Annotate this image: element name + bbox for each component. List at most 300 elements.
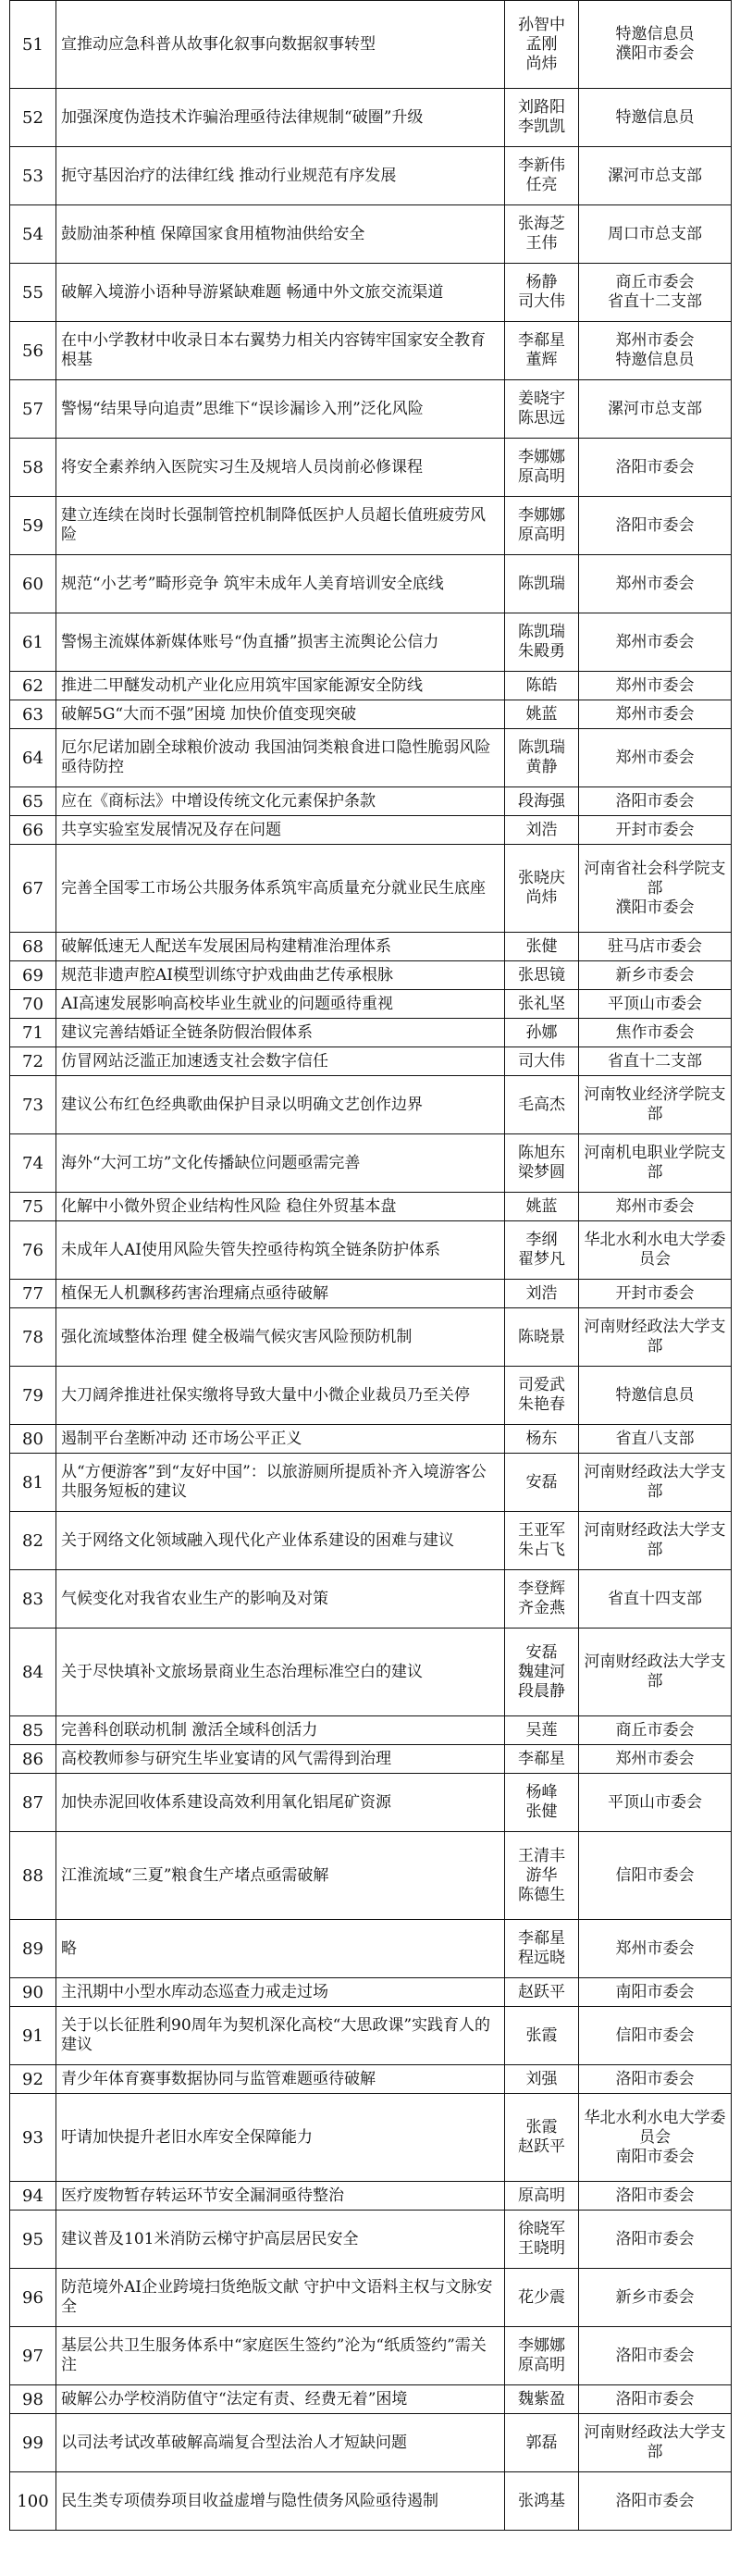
unit-name: 新乡市委会 — [615, 2287, 695, 2307]
author-name: 吴莲 — [525, 1720, 558, 1740]
row-title: 破解低速无人配送车发展困局构建精准治理体系 — [56, 933, 505, 961]
author-name: 王亚军 — [518, 1521, 565, 1540]
author-name: 原高明 — [518, 526, 565, 544]
row-number: 68 — [10, 933, 56, 961]
row-number: 79 — [10, 1367, 56, 1425]
row-title: 民生类专项债券项目收益虚增与隐性债务风险亟待遏制 — [56, 2472, 505, 2531]
table-row — [10, 1280, 732, 1308]
row-number: 51 — [10, 1, 56, 89]
unit-name: 特邀信息员 — [615, 107, 695, 127]
row-title: 破解公办学校消防值守“法定有责、经费无着”困境 — [56, 2385, 505, 2414]
author-name: 王晓明 — [518, 2239, 565, 2258]
unit-name: 开封市委会 — [615, 820, 695, 839]
author-name: 李郗星 — [518, 1749, 565, 1768]
table-row — [10, 2065, 732, 2094]
row-authors — [505, 1193, 579, 1221]
row-authors — [505, 2327, 579, 2385]
row-number: 67 — [10, 845, 56, 933]
author-name: 花少震 — [518, 2287, 565, 2307]
row-unit — [579, 1745, 732, 1774]
row-unit — [579, 1221, 732, 1280]
unit-name: 华北水利水电大学委员会 — [584, 1231, 726, 1269]
row-unit — [579, 439, 732, 497]
row-number: 99 — [10, 2414, 56, 2472]
row-authors — [505, 2211, 579, 2269]
row-authors — [505, 1629, 579, 1716]
row-title: 加强深度伪造技术诈骗治理亟待法律规制“破圈”升级 — [56, 89, 505, 147]
author-name: 原高明 — [518, 467, 565, 486]
row-title: 建议普及101米消防云梯守护高层居民安全 — [56, 2211, 505, 2269]
unit-name: 洛阳市委会 — [615, 791, 695, 811]
row-title: 扼守基因治疗的法律红线 推动行业规范有序发展 — [56, 147, 505, 205]
table-row — [10, 322, 732, 380]
row-authors — [505, 1745, 579, 1774]
row-unit — [579, 1978, 732, 2007]
row-authors — [505, 1280, 579, 1308]
author-name: 任亮 — [525, 176, 558, 194]
row-number: 72 — [10, 1047, 56, 1076]
unit-name: 郑州市委会 — [615, 675, 695, 695]
row-title: 海外“大河工坊”文化传播缺位问题亟需完善 — [56, 1134, 505, 1193]
row-unit — [579, 147, 732, 205]
table-row — [10, 1, 732, 89]
unit-name: 焦作市委会 — [615, 1022, 695, 1042]
row-title: 加快赤泥回收体系建设高效利用氧化铝尾矿资源 — [56, 1774, 505, 1832]
unit-name: 郑州市委会 — [615, 574, 695, 593]
row-title: 吁请加快提升老旧水库安全保障能力 — [56, 2094, 505, 2182]
unit-name: 洛阳市委会 — [615, 2389, 695, 2409]
author-name: 陈凯瑞 — [518, 738, 565, 757]
table-row — [10, 845, 732, 933]
author-name: 姚蓝 — [525, 704, 558, 724]
table-row — [10, 1367, 732, 1425]
table-row — [10, 89, 732, 147]
unit-name: 信阳市委会 — [615, 2025, 695, 2045]
row-authors — [505, 2472, 579, 2531]
table-row — [10, 1193, 732, 1221]
row-title: 医疗废物暂存转运环节安全漏洞亟待整治 — [56, 2182, 505, 2211]
row-authors — [505, 322, 579, 380]
unit-name: 郑州市委会 — [615, 1938, 695, 1958]
table-row — [10, 1570, 732, 1629]
row-authors — [505, 439, 579, 497]
row-authors — [505, 2094, 579, 2182]
author-name: 段晨静 — [518, 1681, 565, 1701]
row-unit — [579, 1193, 732, 1221]
row-authors — [505, 961, 579, 990]
row-title: 厄尔尼诺加剧全球粮价波动 我国油饲类粮食进口隐性脆弱风险亟待防控 — [56, 729, 505, 787]
row-number: 91 — [10, 2007, 56, 2065]
row-unit — [579, 1308, 732, 1367]
row-authors — [505, 2385, 579, 2414]
row-title: 主汛期中小型水库动态巡查力戒走过场 — [56, 1978, 505, 2007]
row-unit — [579, 2385, 732, 2414]
row-number: 71 — [10, 1019, 56, 1047]
row-number: 69 — [10, 961, 56, 990]
unit-name: 郑州市委会 — [615, 704, 695, 724]
table-row — [10, 729, 732, 787]
author-name: 董辉 — [525, 351, 558, 369]
row-number: 94 — [10, 2182, 56, 2211]
row-number: 80 — [10, 1425, 56, 1454]
row-title: 从“方便游客”到“友好中国”：以旅游厕所提质补齐入境游客公共服务短板的建议 — [56, 1454, 505, 1512]
author-name: 杨东 — [525, 1429, 558, 1448]
unit-name: 河南财经政法大学支部 — [584, 1463, 726, 1501]
row-unit — [579, 1629, 732, 1716]
author-name: 段海强 — [518, 791, 565, 811]
author-name: 陈皓 — [525, 675, 558, 695]
row-unit — [579, 2327, 732, 2385]
row-number: 66 — [10, 816, 56, 845]
row-authors — [505, 1454, 579, 1512]
author-name: 张健 — [525, 1802, 558, 1821]
table-row — [10, 700, 732, 729]
unit-name: 河南财经政法大学支部 — [584, 1653, 726, 1690]
row-unit — [579, 2182, 732, 2211]
author-name: 张晓庆 — [518, 869, 565, 887]
author-name: 原高明 — [518, 2356, 565, 2374]
unit-name: 特邀信息员 — [615, 351, 695, 369]
author-name: 李郗星 — [518, 331, 565, 350]
row-number: 75 — [10, 1193, 56, 1221]
row-authors — [505, 672, 579, 700]
table-row — [10, 380, 732, 439]
author-name: 张霞 — [525, 2025, 558, 2045]
unit-name: 南阳市委会 — [615, 1982, 695, 2001]
row-title: 化解中小微外贸企业结构性风险 稳住外贸基本盘 — [56, 1193, 505, 1221]
row-unit — [579, 1920, 732, 1978]
row-unit — [579, 845, 732, 933]
author-name: 魏建河 — [518, 1662, 565, 1681]
row-number: 89 — [10, 1920, 56, 1978]
row-unit — [579, 205, 732, 264]
table-row — [10, 933, 732, 961]
row-authors — [505, 380, 579, 439]
report-table-body — [10, 1, 732, 2531]
author-name: 司爱武 — [518, 1376, 565, 1394]
row-title: 将安全素养纳入医院实习生及规培人员岗前必修课程 — [56, 439, 505, 497]
row-title: 建立连续在岗时长强制管控机制降低医护人员超长值班疲劳风险 — [56, 497, 505, 555]
unit-name: 郑州市委会 — [615, 632, 695, 651]
unit-name: 南阳市委会 — [615, 2147, 695, 2166]
row-title: 关于尽快填补文旅场景商业生态治理标准空白的建议 — [56, 1629, 505, 1716]
author-name: 李娜娜 — [518, 506, 565, 525]
author-name: 尚炜 — [525, 54, 558, 73]
row-authors — [505, 2414, 579, 2472]
row-title: 完善全国零工市场公共服务体系筑牢高质量充分就业民生底座 — [56, 845, 505, 933]
row-unit — [579, 2007, 732, 2065]
unit-name: 特邀信息员 — [615, 25, 695, 43]
unit-name: 洛阳市委会 — [615, 2491, 695, 2510]
row-unit — [579, 1774, 732, 1832]
author-name: 刘强 — [525, 2069, 558, 2088]
row-unit — [579, 264, 732, 322]
row-number: 64 — [10, 729, 56, 787]
table-row — [10, 1832, 732, 1920]
table-row — [10, 816, 732, 845]
unit-name: 濮阳市委会 — [615, 44, 695, 63]
row-title: 警惕“结果导向追责”思维下“误诊漏诊入刑”泛化风险 — [56, 380, 505, 439]
row-title: 未成年人AI使用风险失管失控亟待构筑全链条防护体系 — [56, 1221, 505, 1280]
author-name: 毛高杰 — [518, 1095, 565, 1114]
author-name: 张霞 — [525, 2118, 558, 2136]
unit-name: 商丘市委会 — [615, 273, 695, 291]
row-unit — [579, 1832, 732, 1920]
unit-name: 郑州市委会 — [615, 331, 695, 350]
table-row — [10, 2007, 732, 2065]
author-name: 徐晓军 — [518, 2220, 565, 2238]
author-name: 杨峰 — [525, 1783, 558, 1802]
author-name: 黄静 — [525, 758, 558, 776]
row-title: 鼓励油茶种植 保障国家食用植物油供给安全 — [56, 205, 505, 264]
row-number: 83 — [10, 1570, 56, 1629]
author-name: 郭磊 — [525, 2433, 558, 2452]
author-name: 刘浩 — [525, 1283, 558, 1303]
table-row — [10, 2385, 732, 2414]
table-row — [10, 2182, 732, 2211]
table-row — [10, 1745, 732, 1774]
row-authors — [505, 497, 579, 555]
author-name: 陈凯瑞 — [518, 574, 565, 593]
row-unit — [579, 2211, 732, 2269]
row-number: 73 — [10, 1076, 56, 1134]
row-title: 宣推动应急科普从故事化叙事向数据叙事转型 — [56, 1, 505, 89]
table-row — [10, 1978, 732, 2007]
row-title: 共享实验室发展情况及存在问题 — [56, 816, 505, 845]
row-authors — [505, 990, 579, 1019]
row-authors — [505, 816, 579, 845]
author-name: 张礼坚 — [518, 994, 565, 1013]
table-row — [10, 2094, 732, 2182]
row-number: 85 — [10, 1716, 56, 1745]
row-authors — [505, 1, 579, 89]
author-name: 原高明 — [518, 2186, 565, 2205]
row-unit — [579, 1047, 732, 1076]
author-name: 李纲 — [525, 1231, 558, 1249]
table-row — [10, 2472, 732, 2531]
unit-name: 河南财经政法大学支部 — [584, 1318, 726, 1356]
author-name: 司大伟 — [518, 1051, 565, 1071]
unit-name: 河南省社会科学院支部 — [584, 859, 726, 898]
row-unit — [579, 497, 732, 555]
row-unit — [579, 1134, 732, 1193]
row-unit — [579, 2472, 732, 2531]
unit-name: 驻马店市委会 — [608, 936, 702, 956]
author-name: 陈旭东 — [518, 1144, 565, 1162]
unit-name: 平顶山市委会 — [608, 994, 702, 1013]
row-authors — [505, 1134, 579, 1193]
row-number: 57 — [10, 380, 56, 439]
row-authors — [505, 147, 579, 205]
unit-name: 新乡市委会 — [615, 965, 695, 985]
row-number: 84 — [10, 1629, 56, 1716]
row-number: 61 — [10, 613, 56, 672]
row-number: 65 — [10, 787, 56, 816]
author-name: 姚蓝 — [525, 1196, 558, 1216]
author-name: 陈思远 — [518, 409, 565, 427]
row-unit — [579, 89, 732, 147]
row-title: 以司法考试改革破解高端复合型法治人才短缺问题 — [56, 2414, 505, 2472]
table-row — [10, 1512, 732, 1570]
row-number: 54 — [10, 205, 56, 264]
table-row — [10, 1076, 732, 1134]
unit-name: 洛阳市委会 — [615, 2186, 695, 2205]
row-number: 70 — [10, 990, 56, 1019]
row-title: AI高速发展影响高校毕业生就业的问题亟待重视 — [56, 990, 505, 1019]
row-title: 破解5G“大而不强”困境 加快价值变现突破 — [56, 700, 505, 729]
author-name: 安磊 — [525, 1642, 558, 1662]
unit-name: 洛阳市委会 — [615, 2346, 695, 2365]
author-name: 翟梦凡 — [518, 1250, 565, 1269]
author-name: 李新伟 — [518, 156, 565, 175]
row-title: 规范非遗声腔AI模型训练守护戏曲曲艺传承根脉 — [56, 961, 505, 990]
table-row — [10, 1454, 732, 1512]
unit-name: 洛阳市委会 — [615, 2229, 695, 2248]
row-unit — [579, 2094, 732, 2182]
row-number: 90 — [10, 1978, 56, 2007]
row-authors — [505, 1308, 579, 1367]
unit-name: 开封市委会 — [615, 1283, 695, 1303]
row-number: 76 — [10, 1221, 56, 1280]
row-title: 青少年体育赛事数据协同与监管难题亟待破解 — [56, 2065, 505, 2094]
unit-name: 河南牧业经济学院支部 — [584, 1085, 726, 1123]
row-title: 基层公共卫生服务体系中“家庭医生签约”沦为“纸质签约”需关注 — [56, 2327, 505, 2385]
row-unit — [579, 613, 732, 672]
row-unit — [579, 2269, 732, 2327]
author-name: 孟刚 — [525, 34, 558, 54]
table-row — [10, 990, 732, 1019]
row-authors — [505, 1076, 579, 1134]
unit-name: 漯河市总支部 — [608, 166, 702, 185]
author-name: 李娜娜 — [518, 2336, 565, 2355]
row-unit — [579, 1367, 732, 1425]
author-name: 游华 — [525, 1865, 558, 1885]
row-unit — [579, 1076, 732, 1134]
row-title: 破解入境游小语种导游紧缺难题 畅通中外文旅交流渠道 — [56, 264, 505, 322]
row-unit — [579, 672, 732, 700]
author-name: 张健 — [525, 936, 558, 956]
row-authors — [505, 933, 579, 961]
row-unit — [579, 933, 732, 961]
row-unit — [579, 380, 732, 439]
unit-name: 郑州市委会 — [615, 1196, 695, 1216]
row-number: 63 — [10, 700, 56, 729]
row-title: 大刀阔斧推进社保实缴将导致大量中小微企业裁员乃至关停 — [56, 1367, 505, 1425]
row-authors — [505, 205, 579, 264]
row-authors — [505, 1774, 579, 1832]
row-unit — [579, 1570, 732, 1629]
author-name: 刘路阳 — [518, 98, 565, 117]
unit-name: 洛阳市委会 — [615, 2069, 695, 2088]
author-name: 陈凯瑞 — [518, 623, 565, 641]
row-authors — [505, 1832, 579, 1920]
row-authors — [505, 1920, 579, 1978]
row-number: 74 — [10, 1134, 56, 1193]
row-number: 55 — [10, 264, 56, 322]
author-name: 孙智中 — [518, 15, 565, 34]
row-authors — [505, 845, 579, 933]
unit-name: 平顶山市委会 — [608, 1792, 702, 1812]
author-name: 梁梦圆 — [518, 1163, 565, 1182]
table-row — [10, 672, 732, 700]
author-name: 李凯凯 — [518, 118, 565, 136]
author-name: 陈德生 — [518, 1885, 565, 1904]
row-title: 建议公布红色经典歌曲保护目录以明确文艺创作边界 — [56, 1076, 505, 1134]
row-unit — [579, 816, 732, 845]
author-name: 张鸿基 — [518, 2491, 565, 2510]
row-unit — [579, 787, 732, 816]
row-authors — [505, 1047, 579, 1076]
table-row — [10, 205, 732, 264]
row-title: 关于网络文化领域融入现代化产业体系建设的困难与建议 — [56, 1512, 505, 1570]
row-title: 应在《商标法》中增设传统文化元素保护条款 — [56, 787, 505, 816]
table-row — [10, 1221, 732, 1280]
author-name: 刘浩 — [525, 820, 558, 839]
author-name: 李郗星 — [518, 1929, 565, 1948]
row-number: 100 — [10, 2472, 56, 2531]
author-name: 尚炜 — [525, 888, 558, 907]
author-name: 赵跃平 — [518, 2137, 565, 2156]
row-number: 82 — [10, 1512, 56, 1570]
row-title: 江淮流域“三夏”粮食生产堵点亟需破解 — [56, 1832, 505, 1920]
row-unit — [579, 1019, 732, 1047]
table-row — [10, 2211, 732, 2269]
row-unit — [579, 322, 732, 380]
author-name: 朱殿勇 — [518, 642, 565, 661]
row-authors — [505, 1019, 579, 1047]
row-authors — [505, 2182, 579, 2211]
row-authors — [505, 264, 579, 322]
row-number: 81 — [10, 1454, 56, 1512]
row-title: 气候变化对我省农业生产的影响及对策 — [56, 1570, 505, 1629]
table-row — [10, 1425, 732, 1454]
row-authors — [505, 555, 579, 613]
unit-name: 濮阳市委会 — [615, 898, 695, 917]
row-authors — [505, 1425, 579, 1454]
table-row — [10, 1308, 732, 1367]
unit-name: 河南机电职业学院支部 — [584, 1144, 726, 1182]
author-name: 张思镜 — [518, 965, 565, 985]
unit-name: 省直十四支部 — [608, 1589, 702, 1608]
row-title: 完善科创联动机制 激活全域科创活力 — [56, 1716, 505, 1745]
author-name: 安磊 — [525, 1472, 558, 1492]
row-unit — [579, 700, 732, 729]
row-title: 规范“小艺考”畸形竞争 筑牢未成年人美育培训安全底线 — [56, 555, 505, 613]
table-row — [10, 1629, 732, 1716]
table-row — [10, 1047, 732, 1076]
row-title: 高校教师参与研究生毕业宴请的风气需得到治理 — [56, 1745, 505, 1774]
author-name: 陈晓景 — [518, 1327, 565, 1346]
row-unit — [579, 2414, 732, 2472]
row-number: 59 — [10, 497, 56, 555]
table-row — [10, 2327, 732, 2385]
table-row — [10, 439, 732, 497]
row-number: 56 — [10, 322, 56, 380]
table-row — [10, 497, 732, 555]
table-row — [10, 961, 732, 990]
row-number: 62 — [10, 672, 56, 700]
row-number: 95 — [10, 2211, 56, 2269]
row-authors — [505, 1221, 579, 1280]
unit-name: 省直十二支部 — [608, 292, 702, 311]
unit-name: 郑州市委会 — [615, 748, 695, 767]
row-title: 遏制平台垄断冲动 还市场公平正义 — [56, 1425, 505, 1454]
row-number: 60 — [10, 555, 56, 613]
table-row — [10, 613, 732, 672]
table-row — [10, 1716, 732, 1745]
row-number: 96 — [10, 2269, 56, 2327]
author-name: 朱占飞 — [518, 1541, 565, 1559]
